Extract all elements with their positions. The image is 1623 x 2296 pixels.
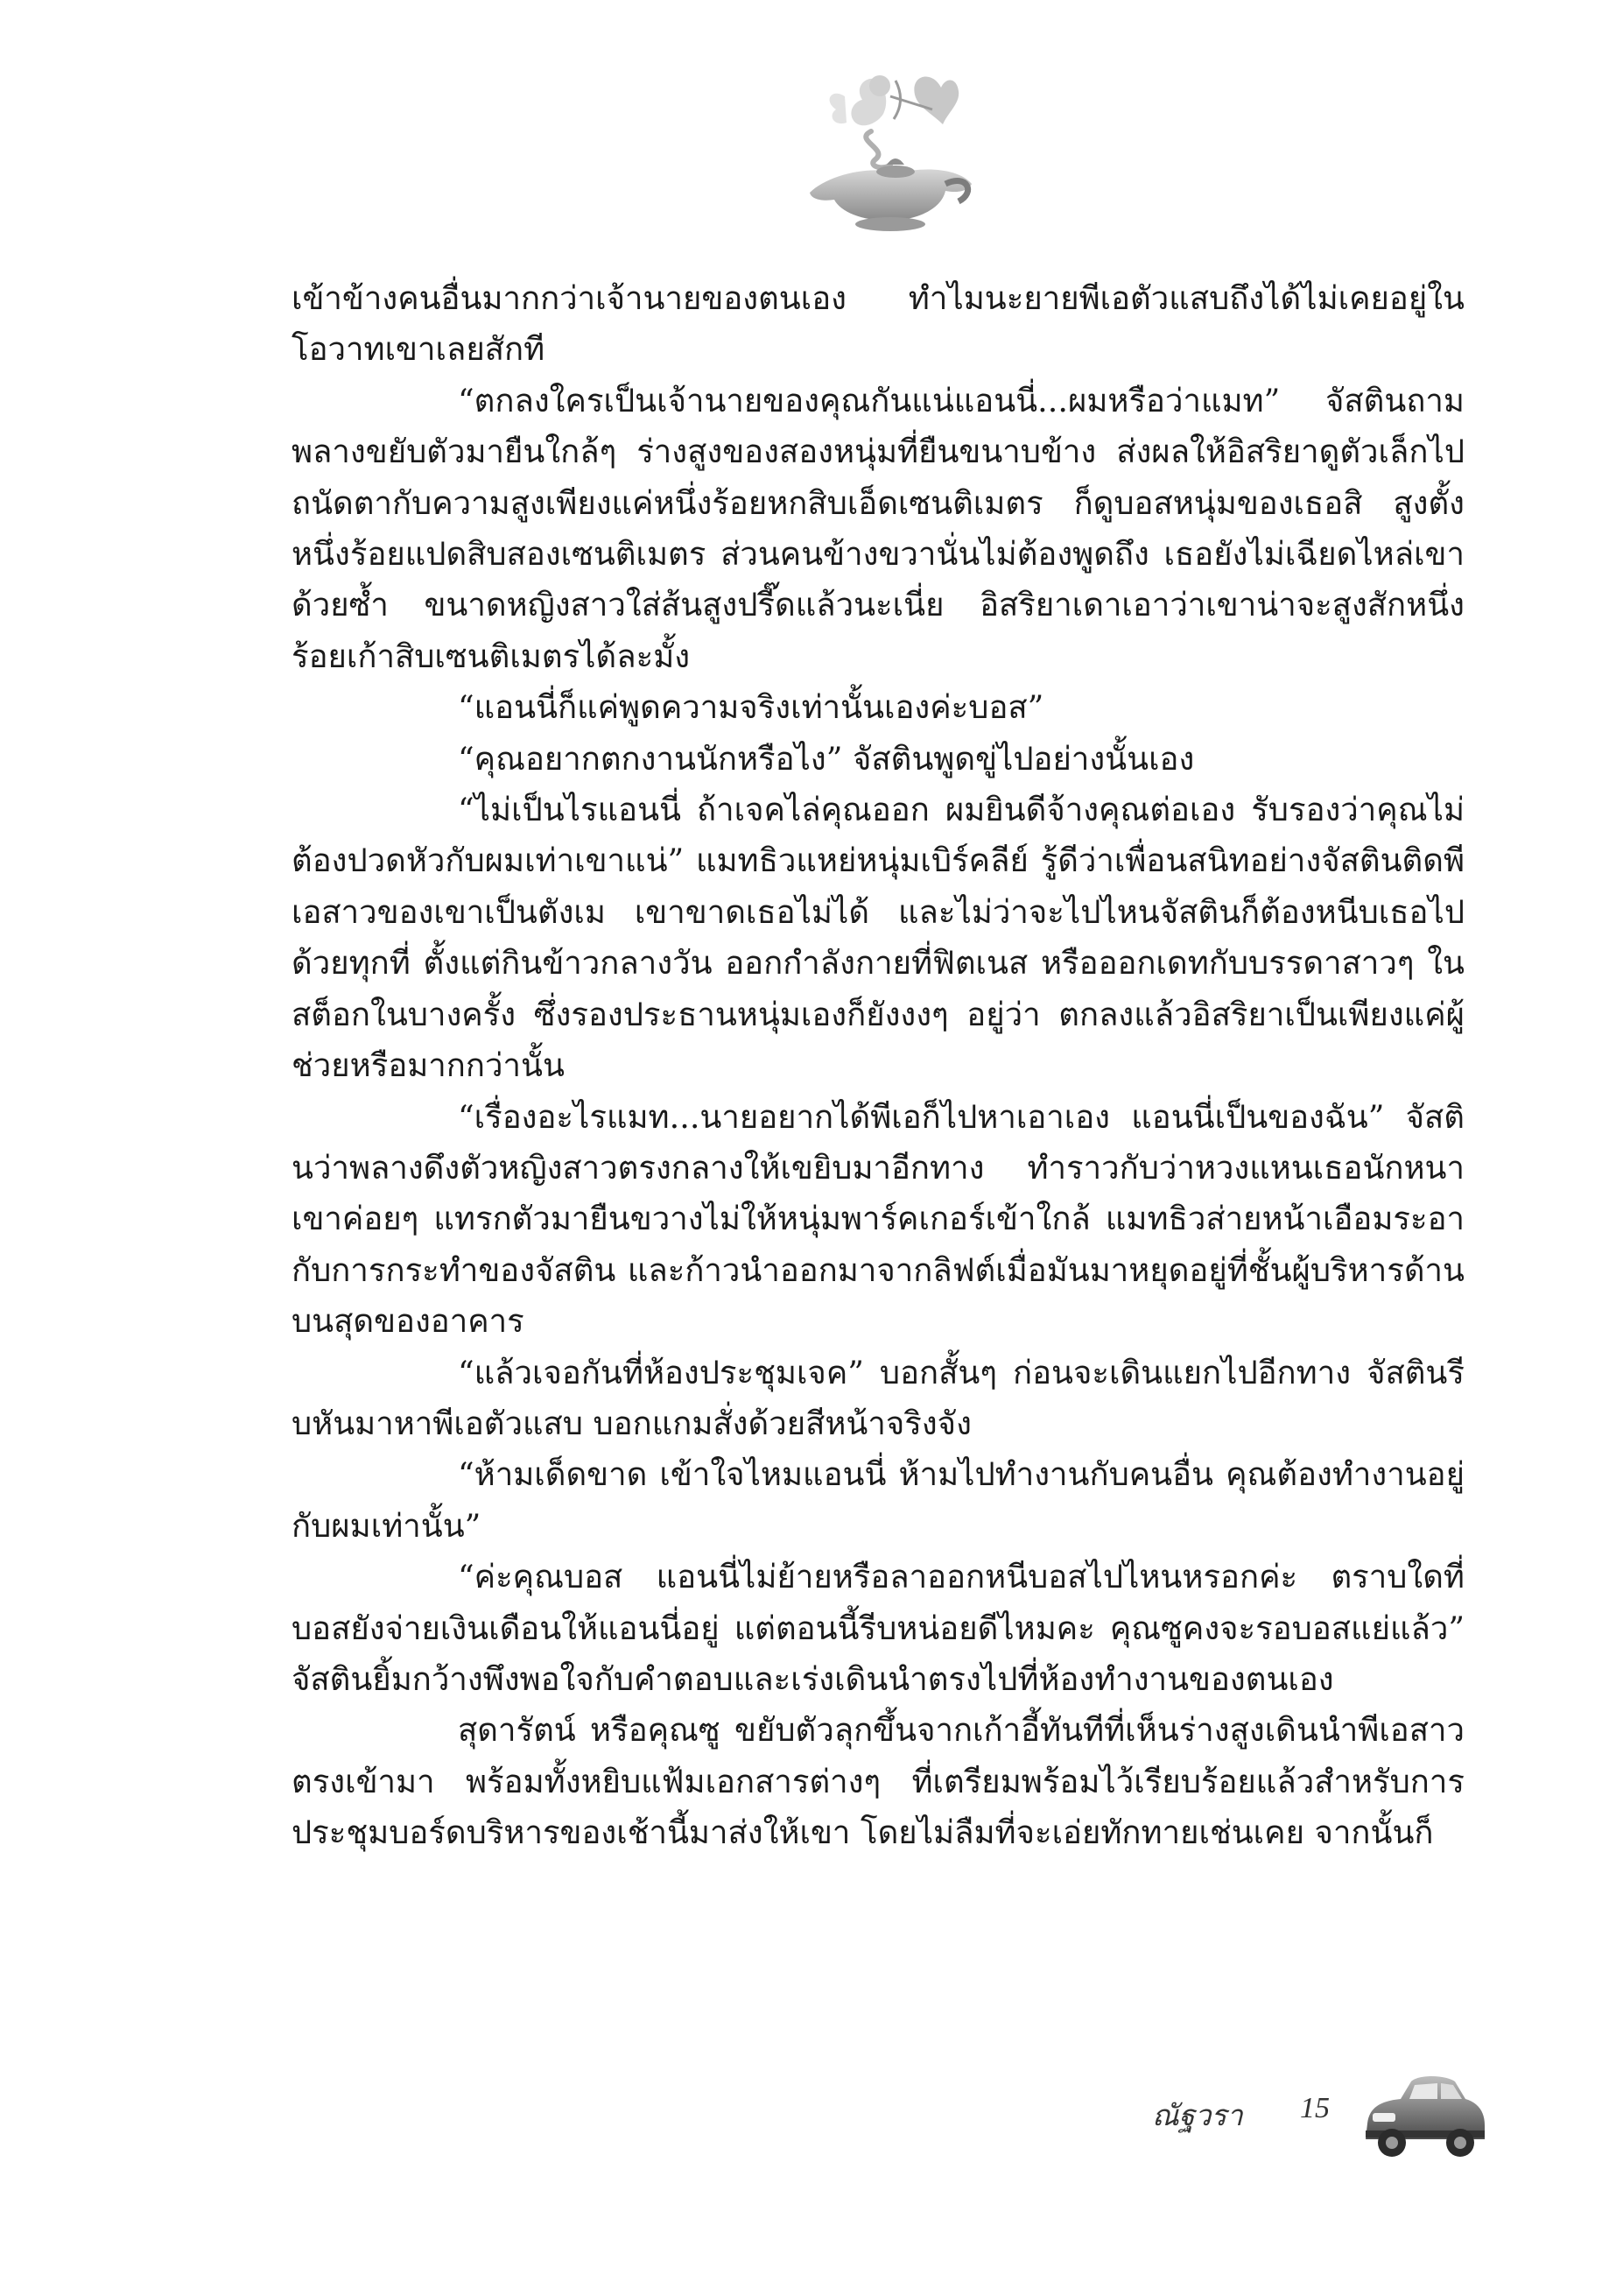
paragraph: “ตกลงใครเป็นเจ้านายของคุณกันแน่แอนนี่...ผมหรือว่าแมท” จัสตินถามพลางขยับตัวมายืนใกล้ๆ ร่างสูงของสองหนุ่มที่ยืนขนาบข้าง ส่งผลให้อิสริยาดูตัวเล็กไปถนัดตากับความสูงเพียงแค่หนึ่งร้อยหกสิบเอ็ดเซนติเมตร ก็ดูบอสหนุ่มของเธอสิ สูงตั้งหนึ่งร้อยแปดสิบสองเซนติเมตร ส่วนคนข้างขวานั่นไม่ต้องพูดถึง เธอยังไม่เฉียดไหล่เขาด้วยซ้ำ ขนาดหญิงสาวใส่ส้นสูงปรี๊ดแล้วนะเนี่ย อิสริยาเดาเอาว่าเขาน่าจะสูงสักหนึ่งร้อยเก้าสิบเซนติเมตรได้ละมั้ง <box>292 381 1465 675</box>
paragraph: “เรื่องอะไรแมท...นายอยากได้พีเอก็ไปหาเอาเอง แอนนี่เป็นของฉัน” จัสตินว่าพลางดึงตัวหญิงสาวตรงกลางให้เขยิบมาอีกทาง ทำราวกับว่าหวงแหนเธอนักหนา เขาค่อยๆ แทรกตัวมายืนขวางไม่ให้หนุ่มพาร์คเกอร์เข้าใกล้ แมทธิวส่ายหน้าเอือมระอากับการกระทำของจัสติน และก้าวนำออกมาจากลิฟต์เมื่อมันมาหยุดอยู่ที่ชั้นผู้บริหารด้านบนสุดของอาคาร <box>292 1097 1465 1341</box>
mini-car-icon <box>1357 2062 1488 2167</box>
paragraph: “ไม่เป็นไรแอนนี่ ถ้าเจคไล่คุณออก ผมยินดีจ้างคุณต่อเอง รับรองว่าคุณไม่ต้องปวดหัวกับผมเท่าเขาแน่” แมทธิวแหย่หนุ่มเบิร์คลีย์ รู้ดีว่าเพื่อนสนิทอย่างจัสตินติดพีเอสาวของเขาเป็นตังเม เขาขาดเธอไม่ได้ และไม่ว่าจะไปไหนจัสตินก็ต้องหนีบเธอไปด้วยทุกที่ ตั้งแต่กินข้าวกลางวัน ออกกำลังกายที่ฟิตเนส หรือออกเดทกับบรรดาสาวๆ ในสต็อกในบางครั้ง ซึ่งรองประธานหนุ่มเองก็ยังงงๆ อยู่ว่า ตกลงแล้วอิสริยาเป็นเพียงแค่ผู้ช่วยหรือมากกว่านั้น <box>292 791 1465 1085</box>
paragraph: สุดารัตน์ หรือคุณซู ขยับตัวลุกขึ้นจากเก้าอี้ทันทีที่เห็นร่างสูงเดินนำพีเอสาวตรงเข้ามา พร้อมทั้งหยิบแฟ้มเอกสารต่างๆ ที่เตรียมพร้อมไว้เรียบร้อยแล้วสำหรับการประชุมบอร์ดบริหารของเช้านี้มาส่งให้เขา โดยไม่ลืมที่จะเอ่ยทักทายเช่นเคย จากนั้นก็ <box>292 1711 1465 1852</box>
paragraph: เข้าข้างคนอื่นมากกว่าเจ้านายของตนเอง ทำไมนะยายพีเอตัวแสบถึงได้ไม่เคยอยู่ในโอวาทเขาเลยสักที <box>292 279 1465 369</box>
cupid-magic-lamp-ornament-icon <box>792 61 985 236</box>
body-text <box>292 273 1465 1859</box>
footer-author: ณัฐวรา <box>1152 2098 1243 2132</box>
paragraph: “แอนนี่ก็แค่พูดความจริงเท่านั้นเองค่ะบอส” <box>458 688 1044 727</box>
paragraph: “คุณอยากตกงานนักหรือไง” จัสตินพูดขู่ไปอย่างนั้นเอง <box>458 739 1195 778</box>
paragraph: “ห้ามเด็ดขาด เข้าใจไหมแอนนี่ ห้ามไปทำงานกับคนอื่น คุณต้องทำงานอยู่กับผมเท่านั้น” <box>292 1455 1465 1545</box>
paragraph: “ค่ะคุณบอส แอนนี่ไม่ย้ายหรือลาออกหนีบอสไปไหนหรอกค่ะ ตราบใดที่บอสยังจ่ายเงินเดือนให้แอนนี่อยู่ แต่ตอนนี้รีบหน่อยดีไหมคะ คุณซูคงจะรอบอสแย่แล้ว” จัสตินยิ้มกว้างพึงพอใจกับคำตอบและเร่งเดินนำตรงไปที่ห้องทำงานของตนเอง <box>292 1558 1465 1698</box>
page-footer <box>1121 2062 1488 2176</box>
paragraph: “แล้วเจอกันที่ห้องประชุมเจค” บอกสั้นๆ ก่อนจะเดินแยกไปอีกทาง จัสตินรีบหันมาหาพีเอตัวแสบ บอกแกมสั่งด้วยสีหน้าจริงจัง <box>292 1353 1465 1442</box>
page-number: 15 <box>1300 2092 1330 2124</box>
